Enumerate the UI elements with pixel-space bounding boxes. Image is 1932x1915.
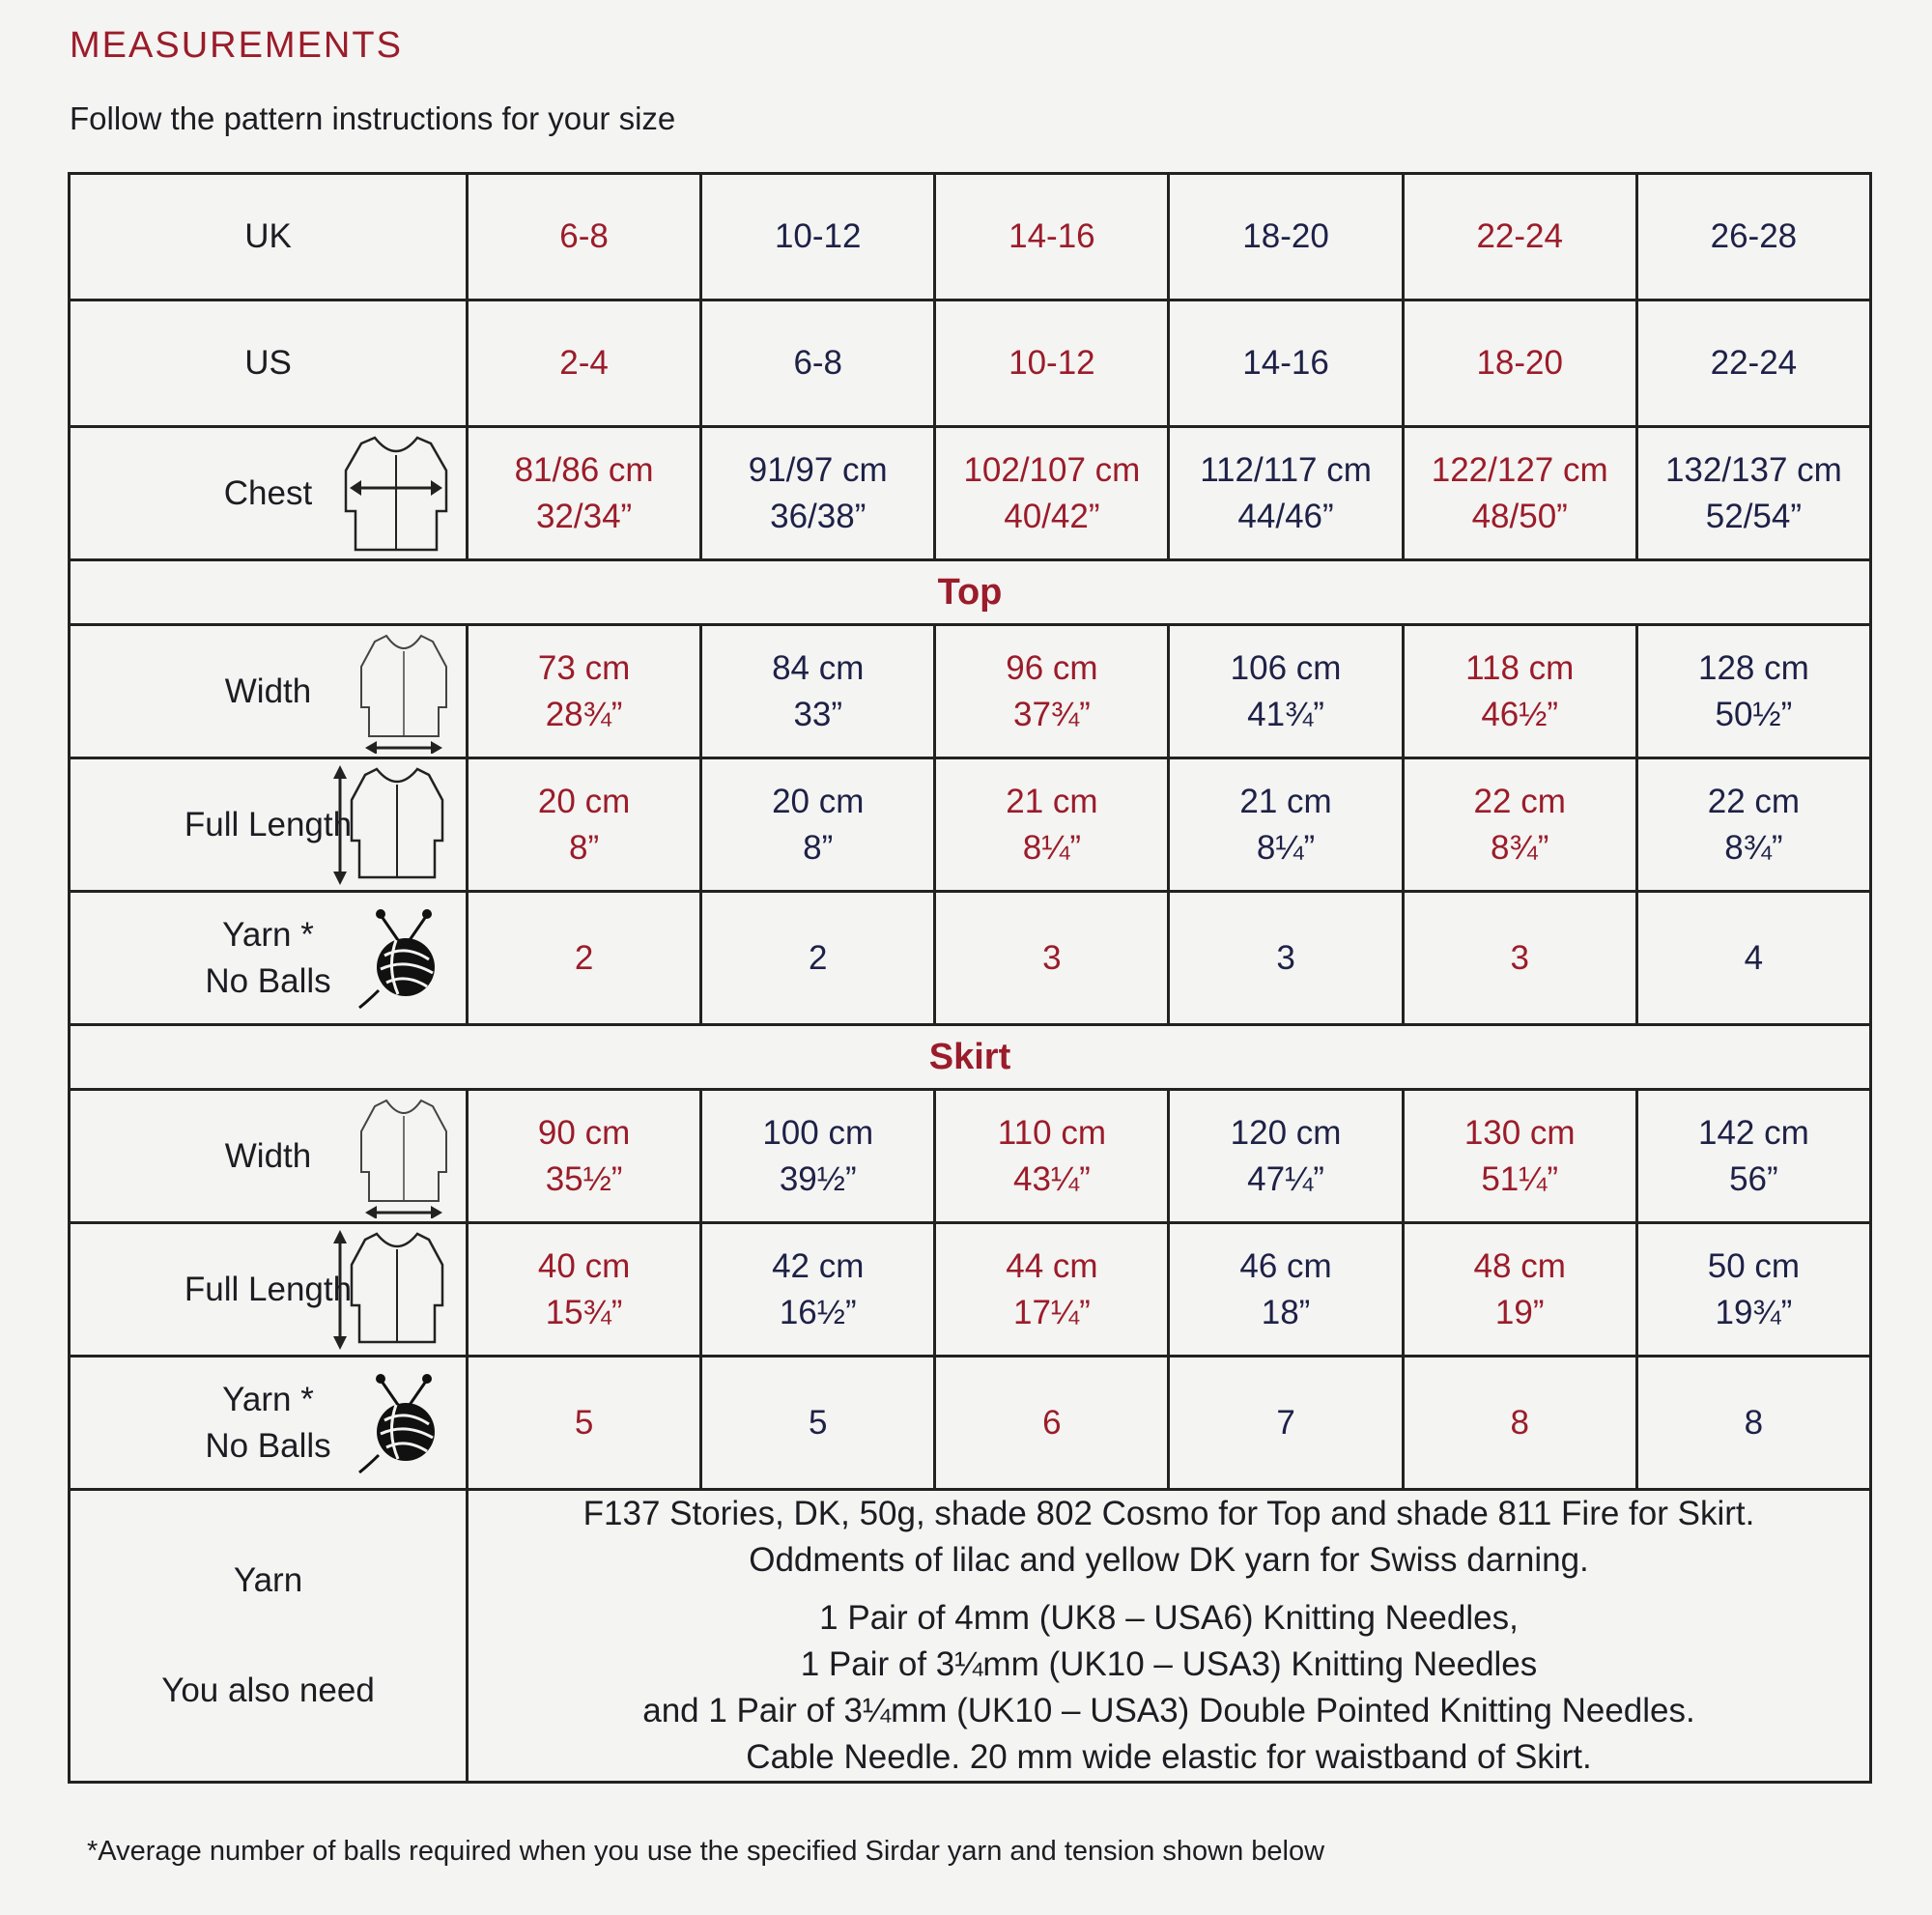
skirt-length-row bbox=[70, 1223, 1871, 1357]
uk-size-row bbox=[70, 174, 1871, 300]
top-length-cell: 22 cm 8¾” bbox=[1636, 758, 1870, 892]
skirt-length-cell: 40 cm 15¾” bbox=[468, 1223, 701, 1357]
measurements-table bbox=[68, 172, 1872, 1784]
materials-row bbox=[70, 1490, 1871, 1783]
top-width-row bbox=[70, 625, 1871, 758]
skirt-yarn-cell: 5 bbox=[468, 1357, 701, 1490]
garment-width-arrow-icon bbox=[357, 630, 450, 754]
skirt-width-row bbox=[70, 1090, 1871, 1223]
skirt-yarn-cell: 5 bbox=[701, 1357, 935, 1490]
needles-detail-line: and 1 Pair of 3¼mm (UK10 – USA3) Double Pointed Knitting Needles. bbox=[642, 1692, 1695, 1729]
row-label-top-width: Width bbox=[70, 625, 468, 758]
row-label-skirt-length: Full Length bbox=[70, 1223, 468, 1357]
chest-cell: 122/127 cm 48/50” bbox=[1403, 427, 1636, 560]
garment-width-arrow-icon bbox=[357, 1095, 450, 1218]
row-label-skirt-width: Width bbox=[70, 1090, 468, 1223]
skirt-width-cell: 120 cm 47¼” bbox=[1169, 1090, 1403, 1223]
top-yarn-cell: 3 bbox=[1403, 892, 1636, 1025]
us-size-cell: 10-12 bbox=[935, 300, 1169, 427]
skirt-width-cell: 90 cm 35½” bbox=[468, 1090, 701, 1223]
chest-cell: 112/117 cm 44/46” bbox=[1169, 427, 1403, 560]
top-length-cell: 22 cm 8¾” bbox=[1403, 758, 1636, 892]
garment-chest-arrow-icon bbox=[342, 432, 450, 556]
skirt-length-cell: 46 cm 18” bbox=[1169, 1223, 1403, 1357]
us-size-cell: 22-24 bbox=[1636, 300, 1870, 427]
row-label-top-length: Full Length bbox=[70, 758, 468, 892]
row-label-chest: Chest bbox=[70, 427, 468, 560]
section-row-skirt bbox=[70, 1025, 1871, 1090]
yarn-detail-line: Oddments of lilac and yellow DK yarn for Swiss darning. bbox=[749, 1541, 1589, 1579]
row-label-uk: UK bbox=[70, 174, 468, 300]
needles-detail-line: 1 Pair of 4mm (UK8 – USA6) Knitting Needles, bbox=[819, 1599, 1519, 1637]
top-width-cell: 96 cm 37¾” bbox=[935, 625, 1169, 758]
skirt-length-cell: 42 cm 16½” bbox=[701, 1223, 935, 1357]
uk-size-cell: 14-16 bbox=[935, 174, 1169, 300]
skirt-width-cell: 142 cm 56” bbox=[1636, 1090, 1870, 1223]
top-yarn-cell: 2 bbox=[468, 892, 701, 1025]
uk-size-cell: 22-24 bbox=[1403, 174, 1636, 300]
top-length-cell: 20 cm 8” bbox=[468, 758, 701, 892]
skirt-yarn-cell: 8 bbox=[1403, 1357, 1636, 1490]
us-size-row bbox=[70, 300, 1871, 427]
skirt-width-cell: 110 cm 43¼” bbox=[935, 1090, 1169, 1223]
top-yarn-cell: 4 bbox=[1636, 892, 1870, 1025]
also-need-label: You also need bbox=[161, 1672, 375, 1709]
skirt-yarn-cell: 8 bbox=[1636, 1357, 1870, 1490]
top-width-cell: 73 cm 28¾” bbox=[468, 625, 701, 758]
us-size-cell: 18-20 bbox=[1403, 300, 1636, 427]
top-length-cell: 21 cm 8¼” bbox=[1169, 758, 1403, 892]
row-label-top-yarn: Yarn * No Balls bbox=[70, 892, 468, 1025]
skirt-yarn-cell: 6 bbox=[935, 1357, 1169, 1490]
uk-size-cell: 10-12 bbox=[701, 174, 935, 300]
us-size-cell: 2-4 bbox=[468, 300, 701, 427]
section-title-top: Top bbox=[70, 560, 1871, 625]
needles-detail-line: 1 Pair of 3¼mm (UK10 – USA3) Knitting Needles bbox=[800, 1645, 1538, 1683]
needles-detail-line: Cable Needle. 20 mm wide elastic for waistband of Skirt. bbox=[746, 1738, 1592, 1776]
top-width-cell: 106 cm 41¾” bbox=[1169, 625, 1403, 758]
footnote: *Average number of balls required when you use the specified Sirdar yarn and tension shown below bbox=[87, 1836, 1325, 1867]
uk-size-cell: 26-28 bbox=[1636, 174, 1870, 300]
uk-size-cell: 6-8 bbox=[468, 174, 701, 300]
section-title-skirt: Skirt bbox=[70, 1025, 1871, 1090]
top-width-cell: 118 cm 46½” bbox=[1403, 625, 1636, 758]
section-row-top bbox=[70, 560, 1871, 625]
yarn-label: Yarn bbox=[233, 1561, 303, 1599]
skirt-width-cell: 130 cm 51¼” bbox=[1403, 1090, 1636, 1223]
skirt-length-cell: 50 cm 19¾” bbox=[1636, 1223, 1870, 1357]
chest-cell: 91/97 cm 36/38” bbox=[701, 427, 935, 560]
page-heading: MEASUREMENTS bbox=[70, 25, 403, 66]
top-length-cell: 21 cm 8¼” bbox=[935, 758, 1169, 892]
skirt-length-cell: 44 cm 17¼” bbox=[935, 1223, 1169, 1357]
skirt-yarn-cell: 7 bbox=[1169, 1357, 1403, 1490]
top-length-row bbox=[70, 758, 1871, 892]
yarn-detail-line: F137 Stories, DK, 50g, shade 802 Cosmo for Top and shade 811 Fire for Skirt. bbox=[582, 1495, 1755, 1532]
materials-details bbox=[468, 1490, 1871, 1783]
top-length-cell: 20 cm 8” bbox=[701, 758, 935, 892]
us-size-cell: 6-8 bbox=[701, 300, 935, 427]
uk-size-cell: 18-20 bbox=[1169, 174, 1403, 300]
top-yarn-cell: 3 bbox=[1169, 892, 1403, 1025]
top-yarn-cell: 3 bbox=[935, 892, 1169, 1025]
top-width-cell: 84 cm 33” bbox=[701, 625, 935, 758]
skirt-yarn-row bbox=[70, 1357, 1871, 1490]
chest-cell: 81/86 cm 32/34” bbox=[468, 427, 701, 560]
row-label-skirt-yarn: Yarn * No Balls bbox=[70, 1357, 468, 1490]
row-label-us: US bbox=[70, 300, 468, 427]
top-width-cell: 128 cm 50½” bbox=[1636, 625, 1870, 758]
top-yarn-cell: 2 bbox=[701, 892, 935, 1025]
page-subheading: Follow the pattern instructions for your size bbox=[70, 100, 676, 136]
us-size-cell: 14-16 bbox=[1169, 300, 1403, 427]
materials-labels bbox=[70, 1490, 468, 1783]
skirt-length-cell: 48 cm 19” bbox=[1403, 1223, 1636, 1357]
chest-cell: 102/107 cm 40/42” bbox=[935, 427, 1169, 560]
skirt-width-cell: 100 cm 39½” bbox=[701, 1090, 935, 1223]
top-yarn-row bbox=[70, 892, 1871, 1025]
chest-cell: 132/137 cm 52/54” bbox=[1636, 427, 1870, 560]
chest-row bbox=[70, 427, 1871, 560]
